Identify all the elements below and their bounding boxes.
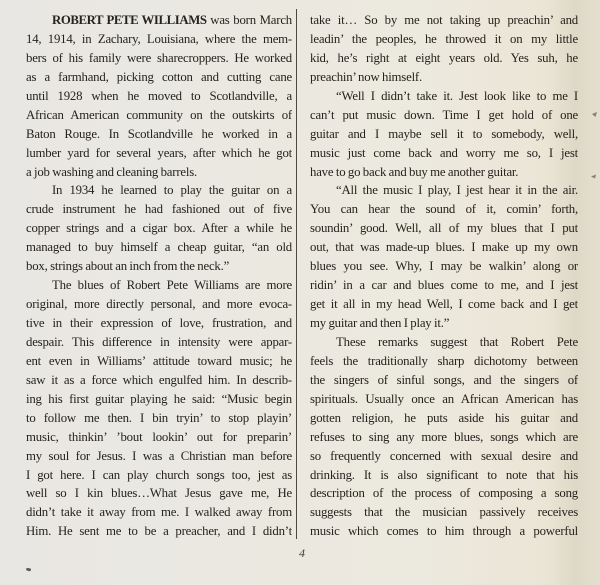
text-line: didn’t take it away from me. I walked away from bbox=[26, 505, 292, 520]
text-line: You can hear the sound of it, comin’ forth, bbox=[310, 202, 578, 217]
text-line: music which comes to him through a powerful bbox=[310, 524, 578, 539]
scan-speck-right-edge-upper bbox=[592, 112, 597, 117]
text-line: music, thinkin’ ’bout lookin’ out for preparin’ bbox=[26, 429, 292, 444]
text-line: music just come back and worry me so, I jest bbox=[310, 145, 578, 160]
page-number: 4 bbox=[299, 546, 305, 560]
text-line: 14, 1914, in Zachary, Louisiana, where the mem- bbox=[26, 31, 292, 46]
text-line: until 1928 when he moved to Scotlandville, a bbox=[26, 88, 292, 103]
text-line: despair. This difference in intensity were appar- bbox=[26, 334, 292, 349]
text-line: gotten religion, he puts aside his guitar and bbox=[310, 410, 578, 425]
text-line: kid, he’s right at eight years old. Yes suh, he bbox=[310, 50, 578, 65]
text-line: suggests that the musician passively receives bbox=[310, 505, 578, 520]
text-line: copper strings and a cigar box. After a while he bbox=[26, 221, 292, 236]
text-line: description of the process of composing a song bbox=[310, 486, 578, 501]
text-line: take it… So by me not taking up preachin’ and bbox=[310, 13, 578, 27]
scan-speck-bottom-left bbox=[26, 567, 32, 571]
text-line: preachin’ now himself. bbox=[310, 69, 422, 84]
text-line: These remarks suggest that Robert Pete bbox=[336, 334, 578, 349]
text-line: my soul for Jesus. I was a Christian man before bbox=[26, 448, 292, 463]
left-column bbox=[26, 11, 292, 541]
text-line: tive in their expression of love, frustration, and bbox=[26, 316, 292, 330]
text-line: as a farmhand, picking cotton and cutting cane bbox=[26, 69, 292, 84]
text-line: guitar and I maybe sell it to somebody, well, bbox=[310, 126, 578, 141]
text-line: ent even in Williams’ attitude toward music; he bbox=[26, 353, 292, 368]
text-line: can’t put music down. Time I get hold of one bbox=[310, 107, 578, 122]
lead-in-bold: ROBERT PETE WILLIAMS bbox=[52, 13, 207, 27]
text-line: spirituals. Usually once an African American has bbox=[310, 391, 578, 406]
text-line: have to go back and buy me another guitar. bbox=[310, 164, 519, 179]
text-line: African American community on the outskirts of bbox=[26, 107, 292, 122]
text-line: leadin’ the peoples, he throwed it on my little bbox=[310, 31, 578, 46]
text-line: soundin’ good. Well, all of my blues that I put bbox=[310, 221, 578, 236]
right-column bbox=[310, 11, 578, 541]
text-line: to follow me then. I bin tryin’ to stop playin’ bbox=[26, 410, 292, 425]
text-line: lumber yard for several years, after which he got bbox=[26, 145, 292, 160]
column-divider bbox=[296, 9, 297, 539]
text-line: the singers of sinful songs, and the singers of bbox=[310, 372, 578, 387]
text-line: original, more directly personal, and more evoca- bbox=[26, 297, 292, 312]
text-line: The blues of Robert Pete Williams are more bbox=[52, 278, 292, 293]
text-line: box, strings about an inch from the neck.” bbox=[26, 259, 230, 274]
text-line: I got here. I can play church songs too, jest as bbox=[26, 467, 292, 482]
text-line: so frequently concerned with sexual desire and bbox=[310, 448, 578, 463]
text-line: ROBERT PETE WILLIAMS was born March bbox=[52, 13, 292, 27]
text-line: Baton Rouge. In Scotlandville he worked in a bbox=[26, 126, 292, 141]
text-line: my guitar and then I play it.” bbox=[310, 316, 450, 330]
text-line: refuses to sing any more blues, songs which are bbox=[310, 429, 578, 444]
text-line: get it all in my head Well, I come back and I get bbox=[310, 297, 578, 312]
text-line: out, that was made-up blues. I make up my own bbox=[310, 240, 578, 255]
text-line: “All the music I play, I jest hear it in the air. bbox=[336, 183, 578, 198]
text-line: managed to buy himself a cheap guitar, “an old bbox=[26, 240, 292, 255]
text-line: crude instrument he had fashioned out of five bbox=[26, 202, 292, 217]
text-line: saw it as a force which engulfed him. In describ- bbox=[26, 372, 292, 387]
text-line: In 1934 he learned to play the guitar on a bbox=[52, 183, 292, 198]
text-line: ridin’ in a car and blues come to me, and I jest bbox=[310, 278, 578, 293]
text-line: “Well I didn’t take it. Jest look like to me I bbox=[336, 88, 578, 103]
scan-speck-right-edge-lower bbox=[591, 174, 596, 179]
text-line: a job washing and cleaning barrels. bbox=[26, 164, 198, 179]
text-line: bers of his family were sharecroppers. He worked bbox=[26, 50, 292, 65]
text-line: feels the traditionally sharp dichotomy between bbox=[310, 353, 578, 368]
text-line: Him. He sent me to be a preacher, and I didn’t bbox=[26, 524, 292, 539]
text-line: drinking. It is also significant to note that his bbox=[310, 467, 578, 482]
text-line: ing his first guitar playing he said: “Music begin bbox=[26, 391, 292, 406]
text-line: well so I kin blues…What Jesus gave me, He bbox=[26, 486, 292, 501]
text-line: blues you see. Why, I may be walkin’ along or bbox=[310, 259, 578, 274]
